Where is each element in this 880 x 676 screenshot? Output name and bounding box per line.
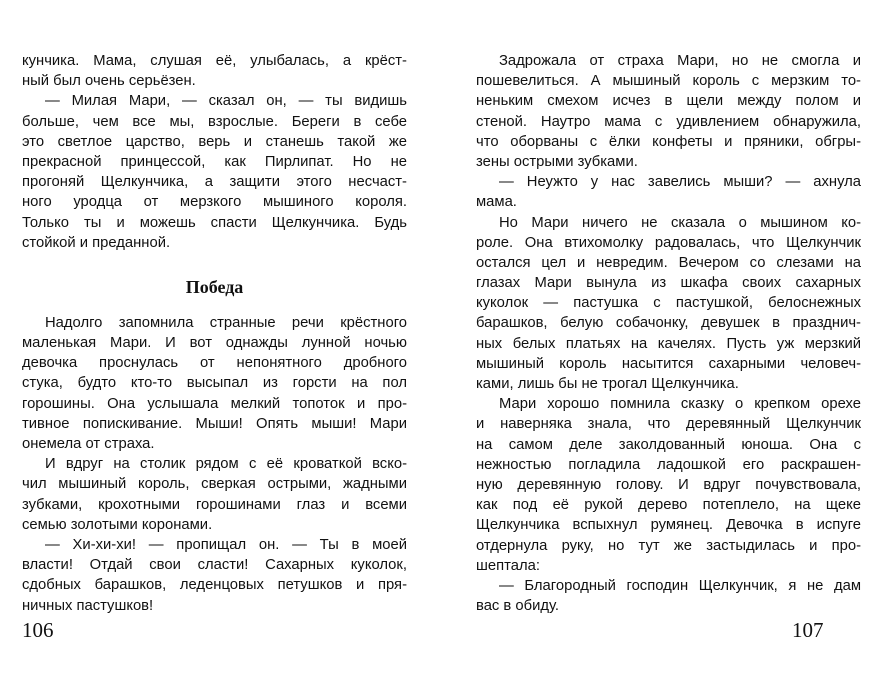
text-line: на самом деле заколдованный юноша. Она с bbox=[476, 436, 861, 453]
text-line: барашков, белую собачонку, девушек в празднич- bbox=[476, 315, 861, 332]
right-text bbox=[476, 51, 861, 616]
text-line: горошины. Она услышала мелкий топоток и про- bbox=[22, 395, 407, 412]
text-line: ную деревянную голову. И вдруг почувствовала, bbox=[476, 476, 861, 493]
text-line: стойкой и преданной. bbox=[22, 234, 171, 251]
text-line: и наверняка знала, что деревянный Щелкунчик bbox=[476, 416, 861, 433]
text-line: Только ты и можешь спасти Щелкунчика. Будь bbox=[22, 214, 407, 231]
text-line: сдобных барашков, леденцовых петушков и пря- bbox=[22, 577, 407, 594]
text-line: это светлое царство, верь и станешь такой же bbox=[22, 133, 407, 150]
text-line: семью золотыми коронами. bbox=[22, 516, 213, 533]
text-line: шептала: bbox=[476, 557, 540, 574]
text-line: вас в обиду. bbox=[476, 598, 560, 615]
text-line: чил мышиный король, сверкая острыми, жадными bbox=[22, 476, 407, 493]
text-line: — Милая Мари, — сказал он, — ты видишь bbox=[45, 93, 407, 110]
text-line: что оборваны с ёлки конфеты и пряники, обгры- bbox=[476, 133, 861, 150]
text-line: больше, чем все мы, взрослые. Береги в себе bbox=[22, 113, 407, 130]
text-line: кунчика. Мама, слушая её, улыбалась, а крёст- bbox=[22, 53, 407, 69]
text-line: — Хи-хи-хи! — пропищал он. — Ты в моей bbox=[45, 536, 407, 553]
text-line: — Неужто у нас завелись мыши? — ахнула bbox=[499, 174, 861, 191]
text-line: Но Мари ничего не сказала о мышином ко- bbox=[499, 214, 861, 231]
chapter-heading: Победа bbox=[185, 276, 244, 297]
page-number-left: 106 bbox=[22, 618, 54, 642]
text-line: И вдруг на столик рядом с её кроваткой вско- bbox=[45, 456, 407, 473]
text-line: неньким смехом исчез в щели между полом и bbox=[476, 93, 861, 110]
left-text-before-heading bbox=[22, 51, 407, 253]
text-line: как под её рукой дерево потеплело, на щеке bbox=[476, 497, 861, 514]
left-text-after-heading bbox=[22, 313, 407, 616]
text-line: власти! Отдай свои сласти! Сахарных куколок, bbox=[22, 557, 407, 574]
left-page bbox=[22, 51, 407, 616]
text-line: ный был очень серьёзен. bbox=[22, 73, 196, 90]
text-line: прогоняй Щелкунчика, а защити этого несчаст- bbox=[22, 174, 407, 191]
right-page bbox=[476, 51, 861, 616]
text-line: мама. bbox=[476, 194, 517, 211]
page-number-right: 107 bbox=[792, 618, 824, 642]
text-line: зубками, крохотными горошинами глаз и всеми bbox=[22, 496, 407, 513]
text-line: Щелкунчика вспыхнул румянец. Девочка в испуге bbox=[476, 517, 861, 534]
text-line: ных белых платьях на качелях. Пусть уж мерзкий bbox=[476, 335, 861, 352]
text-line: куколок — пастушка с пастушкой, белоснежных bbox=[476, 295, 861, 312]
text-line: стеной. Наутро мама с удивлением обнаружила, bbox=[476, 113, 861, 130]
text-line: ками, лишь бы не трогал Щелкунчика. bbox=[476, 376, 739, 392]
text-line: пошевелиться. А мышиный король с мерзким то- bbox=[476, 73, 861, 90]
text-line: роле. Она втихомолку радовалась, что Щелкунчик bbox=[476, 234, 861, 251]
text-line: маленькая Мари. И вот однажды лунной ночью bbox=[22, 335, 407, 352]
text-line: остался цел и невредим. Вечером со слезами на bbox=[476, 254, 861, 271]
text-line: тивное попискивание. Мыши! Опять мыши! Мари bbox=[22, 415, 407, 432]
text-line: Надолго запомнила странные речи крёстного bbox=[45, 314, 407, 331]
text-line: глазах Мари вынула из шкафа своих сахарных bbox=[476, 275, 861, 292]
text-line: ничных пастушков! bbox=[22, 597, 154, 614]
text-line: девочка проснулась от непонятного дробного bbox=[22, 355, 407, 372]
text-line: прекрасной принцессой, как Пирлипат. Но не bbox=[22, 153, 407, 170]
text-line: стука, будто кто-то высыпал из горсти на пол bbox=[22, 375, 407, 392]
text-line: мышиный король насытится сахарными человеч- bbox=[476, 355, 861, 372]
text-line: Задрожала от страха Мари, но не смогла и bbox=[499, 53, 861, 69]
text-line: нежностью погладила ладошкой его раскрашен- bbox=[476, 456, 861, 473]
text-line: зены острыми зубками. bbox=[476, 153, 638, 170]
text-line: ного уродца от мерзкого мышиного короля. bbox=[22, 194, 407, 211]
text-line: отдернула руку, но тут же застыдилась и про- bbox=[476, 537, 861, 554]
text-line: онемела от страха. bbox=[22, 436, 155, 452]
text-line: Мари хорошо помнила сказку о крепком орехе bbox=[499, 396, 861, 413]
text-line: — Благородный господин Щелкунчик, я не дам bbox=[499, 577, 861, 594]
